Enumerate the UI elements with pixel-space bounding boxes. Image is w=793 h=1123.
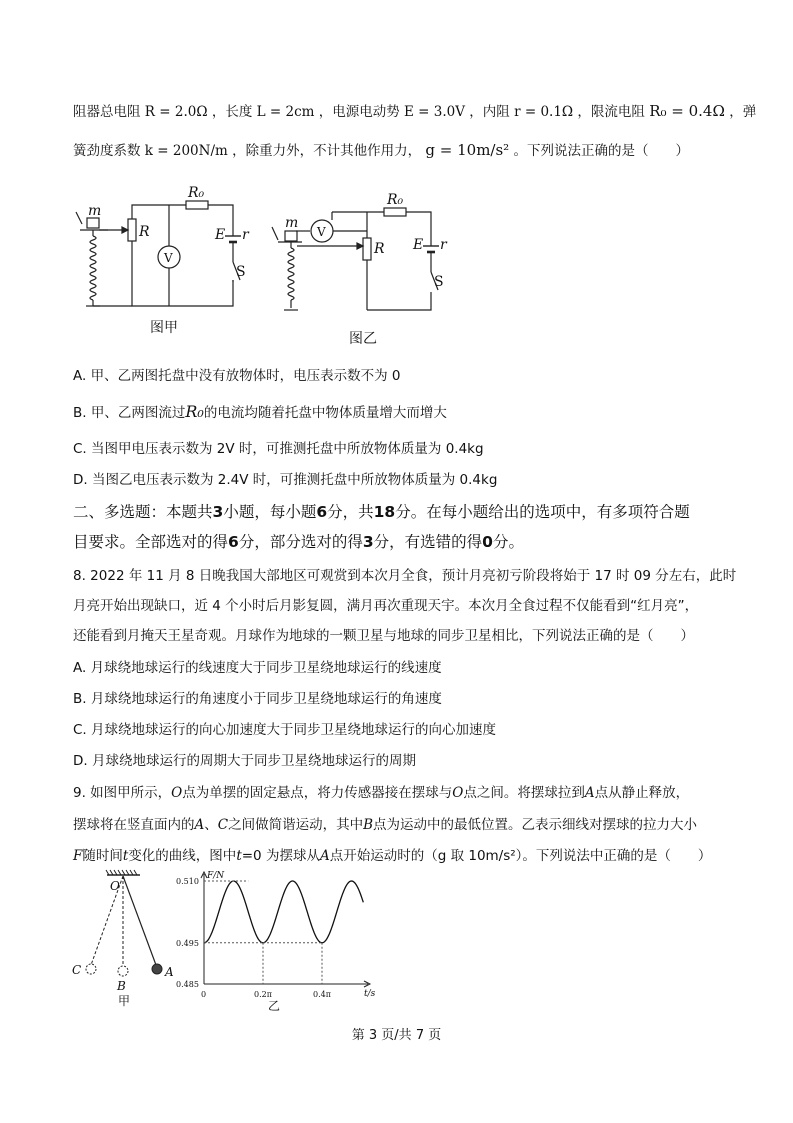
- label-C: C: [72, 963, 82, 977]
- q7-stem-line1: [73, 101, 756, 122]
- text-seg: 随时间: [82, 848, 123, 864]
- q7-option-c: C. 当图甲电压表示数为 2V 时，可推测托盘中所放物体质量为 0.4kg: [73, 441, 484, 457]
- resistor-R0: [384, 208, 406, 216]
- y-tick-label: 0.510: [176, 877, 199, 886]
- q9-line3: [73, 846, 711, 866]
- q8-line3: 还能看到月掩天王星奇观。月球作为地球的一颗卫星与地球的同步卫星相比，下列说法正确的是（ ）: [73, 628, 694, 644]
- num: 6: [316, 503, 328, 521]
- label-S: S: [434, 274, 444, 290]
- text-seg: 分。: [492, 533, 524, 551]
- sym: O: [452, 785, 464, 801]
- text-seg: 阻器总电阻: [73, 104, 141, 120]
- q8-option-d: D. 月球绕地球运行的周期大于同步卫星绕地球运行的周期: [73, 753, 416, 769]
- spring: [288, 248, 294, 300]
- q7-option-b: [73, 402, 447, 423]
- label-R0: R₀: [188, 185, 205, 201]
- slider-arrow: [357, 243, 363, 249]
- slider-arrow: [122, 227, 128, 233]
- formula-L: L = 2cm: [256, 104, 315, 120]
- pendulum-figure: [65, 868, 185, 1008]
- sym: A: [319, 848, 330, 864]
- page-footer: 第 3 页/共 7 页: [351, 1028, 442, 1043]
- q7-option-a: A. 甲、乙两图托盘中没有放物体时，电压表示数不为 0: [73, 368, 401, 384]
- sym: O: [171, 785, 183, 801]
- sym: t: [122, 848, 129, 864]
- text-seg: ，电源电动势: [318, 104, 400, 120]
- q7-option-d: D. 当图乙电压表示数为 2.4V 时，可推测托盘中所放物体质量为 0.4kg: [73, 472, 498, 488]
- text-seg: ，长度: [211, 104, 253, 120]
- text-seg: 二、多选题：本题共: [73, 503, 213, 521]
- sym: A: [584, 785, 595, 801]
- text-seg: 点之间。将摆球拉到: [463, 785, 585, 801]
- text-seg: 目要求。全部选对的得: [73, 533, 229, 551]
- text-seg: 的电流均随着托盘中物体质量增大而增大: [203, 405, 447, 421]
- mass-block: [87, 218, 99, 228]
- sym: t: [236, 848, 242, 864]
- label-S: S: [236, 264, 246, 280]
- label-r: r: [440, 237, 447, 253]
- text-seg: 小题，每小题: [223, 503, 317, 521]
- section2-line1: [73, 502, 690, 522]
- label-V: V: [317, 225, 326, 239]
- circuit-figures: [70, 176, 470, 356]
- text-seg: B. 甲、乙两图流过: [73, 405, 186, 421]
- label-R0: R₀: [387, 192, 404, 208]
- sym: B: [363, 817, 374, 833]
- bob-A: [152, 964, 162, 974]
- text-seg: 分。在每小题给出的选项中，有多项符合题: [395, 503, 690, 521]
- formula-k: k = 200N/m: [144, 143, 228, 159]
- x-axis-label: t/s: [364, 989, 376, 999]
- q9-line2: [73, 815, 697, 835]
- text-seg: ，内阻: [469, 104, 510, 120]
- label-A: A: [165, 965, 174, 979]
- tray-edge: [272, 227, 278, 240]
- caption-pendulum: 甲: [118, 994, 131, 1008]
- x-tick-label: 0: [201, 990, 207, 999]
- wire-bottom: [367, 292, 431, 310]
- formula-R0: R₀ = 0.4Ω: [649, 102, 725, 120]
- text-seg: ，除重力外，不计其他作用力，: [232, 143, 422, 159]
- label-E: E: [413, 237, 424, 253]
- label-O: O: [110, 879, 120, 893]
- bob-C: [86, 964, 96, 974]
- formula-r: r = 0.1Ω: [514, 104, 574, 120]
- q8-line2: 月亮开始出现缺口，近 4 个小时后月影复圆，满月再次重现天宇。本次月全食过程不仅能看到“红月亮”，: [73, 598, 699, 614]
- wire-bottom: [132, 241, 233, 306]
- text-seg: 变化的曲线，图中: [128, 848, 237, 864]
- text-seg: 、: [204, 817, 218, 833]
- wire-top: [332, 212, 431, 238]
- text-seg: =0 为摆球从: [241, 848, 320, 864]
- y-tick-label: 0.485: [176, 980, 199, 989]
- num: 3: [212, 503, 224, 521]
- text-seg: ，弹: [729, 104, 757, 120]
- x-tick-label: 0.4π: [313, 990, 331, 999]
- caption-yi: 图乙: [349, 331, 377, 347]
- text-seg: 点为运动中的最低位置。乙表示细线对摆球的拉力大小: [373, 817, 698, 833]
- num: 6: [228, 533, 239, 551]
- string-A: [123, 876, 156, 965]
- q8-option-b: B. 月球绕地球运行的角速度小于同步卫星绕地球运行的角速度: [73, 691, 442, 707]
- text-seg: 点从静止释放，: [594, 785, 690, 801]
- text-seg: 点为单摆的固定悬点，将力传感器接在摆球与: [182, 785, 453, 801]
- sym: A: [194, 817, 205, 833]
- spring: [90, 236, 96, 300]
- label-m: m: [285, 215, 299, 231]
- resistor-R0: [186, 201, 208, 209]
- text-seg: 之间做简谐运动，其中: [228, 817, 364, 833]
- text-seg: 分，有选错的得: [373, 533, 483, 551]
- formula-R: R = 2.0Ω: [144, 104, 208, 120]
- label-R: R: [374, 241, 385, 257]
- q9-line1: [73, 783, 689, 803]
- label-V: V: [164, 251, 173, 265]
- caption-chart: 乙: [268, 999, 281, 1013]
- mass-block: [285, 231, 297, 241]
- num: 0: [482, 533, 493, 551]
- text-seg: 点开始运动时的（g 取 10m/s²）。下列说法中正确的是（ ）: [329, 848, 712, 864]
- text-seg: 。下列说法正确的是（ ）: [513, 143, 689, 159]
- text-seg: 簧劲度系数: [73, 143, 141, 159]
- force-curve: [204, 881, 363, 943]
- force-time-chart: [170, 868, 385, 1018]
- q8-line1: 8. 2022 年 11 月 8 日晚我国大部地区可观赏到本次月全食，预计月亮初亏阶段将始于 17 时 09 分左右，此时: [73, 568, 737, 584]
- formula-g: g = 10m/s²: [425, 141, 510, 159]
- tray-edge: [76, 212, 82, 224]
- q8-option-c: C. 月球绕地球运行的向心加速度大于同步卫星绕地球运行的向心加速度: [73, 722, 497, 738]
- y-tick-label: 0.495: [176, 938, 199, 948]
- formula-E: E = 3.0V: [404, 104, 465, 120]
- text-seg: ，限流电阻: [577, 104, 645, 120]
- text-seg: 分，部分选对的得: [238, 533, 363, 551]
- label-B: B: [117, 979, 126, 993]
- text-seg: 摆球将在竖直面内的: [73, 817, 195, 833]
- y-axis-label: F/N: [207, 871, 225, 881]
- bob-B: [118, 966, 128, 976]
- text-seg: 9. 如图甲所示，: [73, 785, 172, 801]
- x-tick-label: 0.2π: [254, 990, 272, 999]
- label-E: E: [215, 227, 226, 243]
- label-R: R: [139, 224, 150, 240]
- rheostat-R: [363, 238, 371, 260]
- label-r: r: [242, 227, 249, 243]
- q7-stem-line2: [73, 140, 689, 161]
- num: 3: [362, 533, 374, 551]
- sym: F: [73, 848, 83, 864]
- text-seg: 分，共: [327, 503, 374, 521]
- q8-option-a: A. 月球绕地球运行的线速度大于同步卫星绕地球运行的线速度: [73, 660, 442, 676]
- num: 18: [373, 503, 396, 521]
- sym: C: [217, 817, 229, 833]
- label-m: m: [88, 203, 102, 219]
- section2-line2: [73, 532, 524, 552]
- ceiling-hatch: [106, 870, 137, 875]
- symbol-R0: R₀: [185, 402, 204, 421]
- caption-jia: 图甲: [150, 320, 178, 336]
